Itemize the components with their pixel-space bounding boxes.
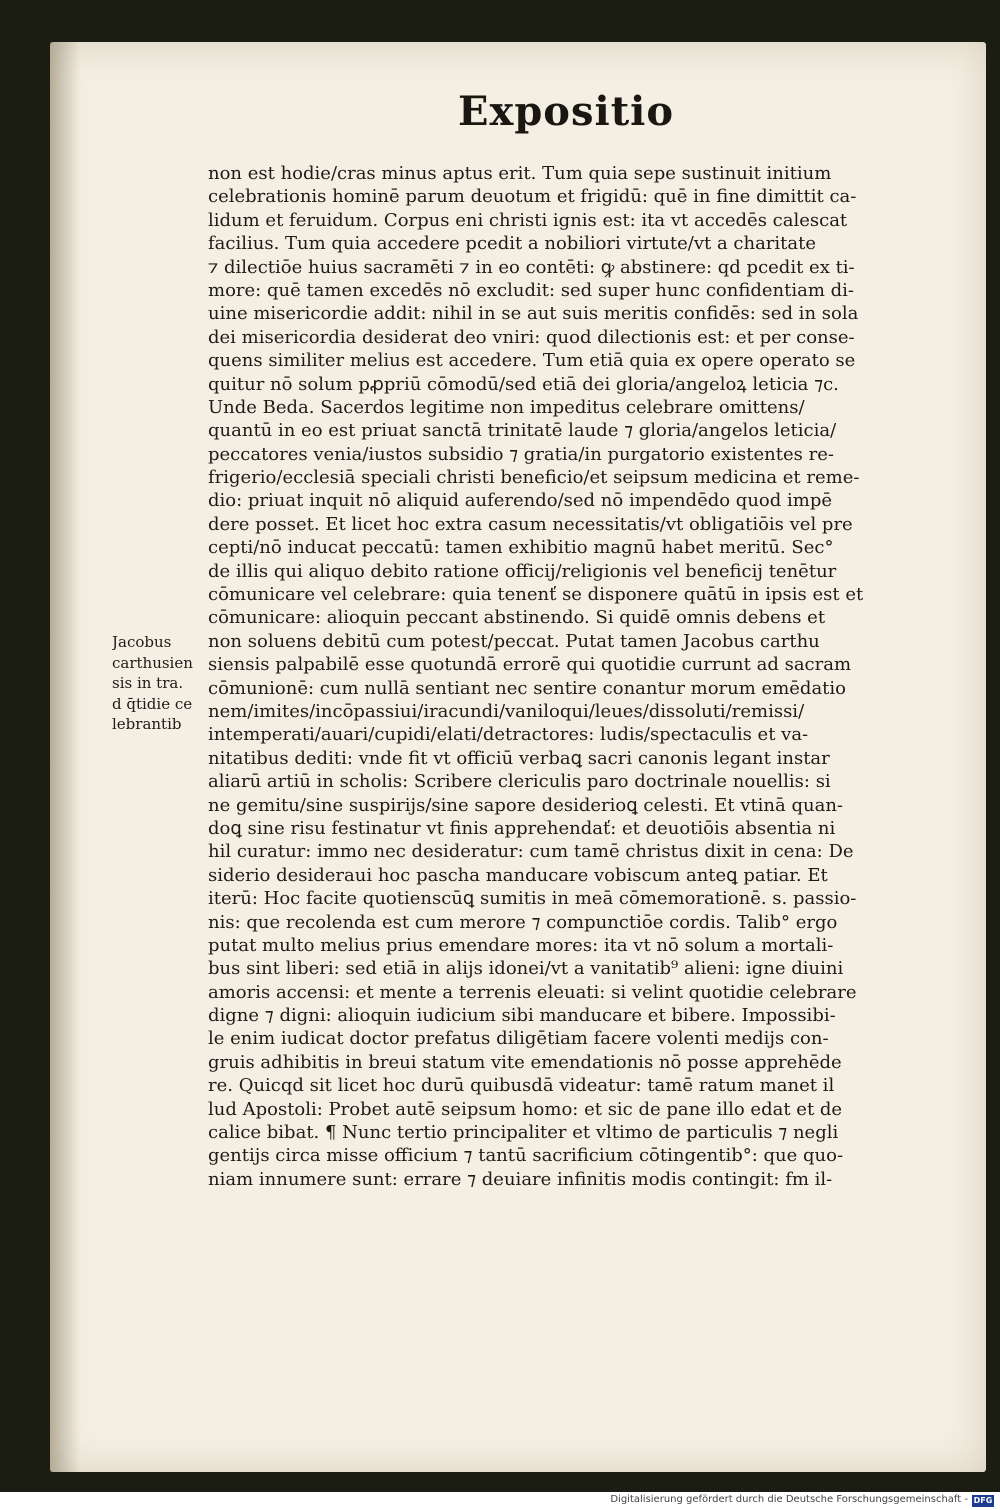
text-line: niam innumere sunt: errare ⁊ deuiare infinitis modis contingit: fm il- xyxy=(208,1168,833,1190)
marginal-note xyxy=(112,632,212,735)
text-line: siderio desideraui hoc pascha manducare vobiscum anteꝗ patiar. Et xyxy=(208,864,828,886)
text-line: gentijs circa misse officium ⁊ tantū sacrificium cōtingentib°: que quo- xyxy=(208,1145,844,1167)
text-line: lidum et feruidum. Corpus eni christi ignis est: ita vt accedēs calescat xyxy=(208,209,848,231)
text-line: cōmunicare vel celebrare: quia tenenť se disponere quātū in ipsis est et xyxy=(208,584,864,606)
text-line: amoris accensi: et mente a terrenis eleuati: si velint quotidie celebrare xyxy=(208,981,857,1003)
text-line: more: quē tamen excedēs nō excludit: sed super hunc confidentiam di- xyxy=(208,279,854,301)
text-line: non soluens debitū cum potest/peccat. Putat tamen Jacobus carthu xyxy=(208,630,820,652)
text-line: dei misericordia desiderat deo vniri: quod dilectionis est: et per conse- xyxy=(208,326,855,348)
text-line: facilius. Tum quia accedere pcedit a nobiliori virtute/vt a charitate xyxy=(208,233,817,255)
text-line: quantū in eo est priuat sanctā trinitatē laude ⁊ gloria/angelos leticia/ xyxy=(208,420,837,442)
text-line: cepti/nō inducat peccatū: tamen exhibitio magnū habet meritū. Sec° xyxy=(208,537,834,559)
text-line: non est hodie/cras minus aptus erit. Tum quia sepe sustinuit initium xyxy=(208,163,832,184)
gutter-shadow xyxy=(50,42,80,1472)
text-line: dio: priuat inquit nō aliquid auferendo/sed nō impendēdo quod impē xyxy=(208,490,832,512)
text-line: lud Apostoli: Probet autē seipsum homo: et sic de pane illo edat et de xyxy=(208,1098,843,1120)
running-head: Expositio xyxy=(458,88,675,135)
text-line: nem/imites/incōpassiui/iracundi/vaniloqui/leues/dissoluti/remissi/ xyxy=(208,700,805,722)
marginal-note-line: sis in tra. xyxy=(112,674,184,692)
text-line: re. Quicqd sit licet hoc durū quibusdā videatur: tamē ratum manet il xyxy=(208,1075,835,1097)
marginal-note-line: Jacobus xyxy=(112,633,172,651)
text-line: bus sint liberi: sed etiā in alijs idonei/vt a vanitatib⁹ alieni: igne diuini xyxy=(208,958,844,980)
text-line: cōmunionē: cum nullā sentiant nec sentire conantur morum emēdatio xyxy=(208,677,846,699)
footer-credit: Digitalisierung gefördert durch die Deutsche Forschungsgemeinschaft - xyxy=(610,1494,968,1505)
marginal-note-line: d q̄tidie ce xyxy=(112,694,193,713)
text-line: uine misericordie addit: nihil in se aut suis meritis confidēs: sed in sola xyxy=(208,303,859,325)
text-line: quitur nō solum pꝓpriū cōmodū/sed etiā dei gloria/angeloꝝ leticia ⁊c. xyxy=(208,373,839,395)
text-line: gruis adhibitis in breui statum vite emendationis nō posse apprehēde xyxy=(208,1051,842,1073)
text-line: digne ⁊ digni: alioquin iudicium sibi manducare et bibere. Impossibi- xyxy=(208,1005,836,1027)
text-line: quens similiter melius est accedere. Tum etiā quia ex opere operato se xyxy=(208,350,856,372)
text-line: peccatores venia/iustos subsidio ⁊ gratia/in purgatorio existentes re- xyxy=(208,443,834,465)
text-line: hil curatur: immo nec desideratur: cum tamē christus dixit in cena: De xyxy=(208,841,854,863)
text-line: ⁊ dilectiōe huius sacramēti ⁊ in eo contēti: ꝙ abstinere: qd pcedit ex ti- xyxy=(208,256,855,278)
text-line: doꝗ sine risu festinatur vt finis apprehendať: et deuotiōis absentia ni xyxy=(208,817,836,839)
text-line: ne gemitu/sine suspirijs/sine sapore desiderioꝗ celesti. Et vtinā quan- xyxy=(208,794,844,816)
body-text xyxy=(208,162,920,1191)
text-line: nitatibus dediti: vnde fit vt officiū verbaꝗ sacri canonis legant instar xyxy=(208,747,830,769)
text-line: Unde Beda. Sacerdos legitime non impeditus celebrare omittens/ xyxy=(208,396,805,418)
text-line: siensis palpabilē esse quotundā errorē qui quotidie currunt ad sacram xyxy=(208,654,852,676)
text-line: le enim iudicat doctor prefatus diligētiam facere volenti medijs con- xyxy=(208,1028,829,1050)
text-line: celebrationis hominē parum deuotum et frigidū: quē in fine dimittit ca- xyxy=(208,186,857,208)
marginal-note-line: carthusien xyxy=(112,653,193,672)
text-line: nis: que recolenda est cum merore ⁊ compunctiōe cordis. Talib° ergo xyxy=(208,911,838,933)
marginal-note-line: lebrantib xyxy=(112,715,182,733)
text-line: frigerio/ecclesiā speciali christi beneficio/et seipsum medicina et reme- xyxy=(208,467,860,489)
text-line: putat multo melius prius emendare mores: ita vt nō solum a mortali- xyxy=(208,934,834,956)
text-line: cōmunicare: alioquin peccant abstinendo. Si quidē omnis debens et xyxy=(208,607,826,629)
dfg-logo: DFG xyxy=(973,1496,993,1505)
text-line: intemperati/auari/cupidi/elati/detractores: ludis/spectaculis et va- xyxy=(208,724,809,746)
text-line: aliarū artiū in scholis: Scribere clericulis paro doctrinale nouellis: si xyxy=(208,771,831,793)
text-line: dere posset. Et licet hoc extra casum necessitatis/vt obligatiōis vel pre xyxy=(208,513,853,535)
text-line: iterū: Hoc facite quotienscūꝗ sumitis in meā cōmemorationē. s. passio- xyxy=(208,888,857,910)
text-line: calice bibat. ¶ Nunc tertio principaliter et vltimo de particulis ⁊ negli xyxy=(208,1122,839,1144)
text-line: de illis qui aliquo debito ratione officij/religionis vel beneficij tenētur xyxy=(208,560,837,582)
footer-bar xyxy=(0,1492,1000,1510)
